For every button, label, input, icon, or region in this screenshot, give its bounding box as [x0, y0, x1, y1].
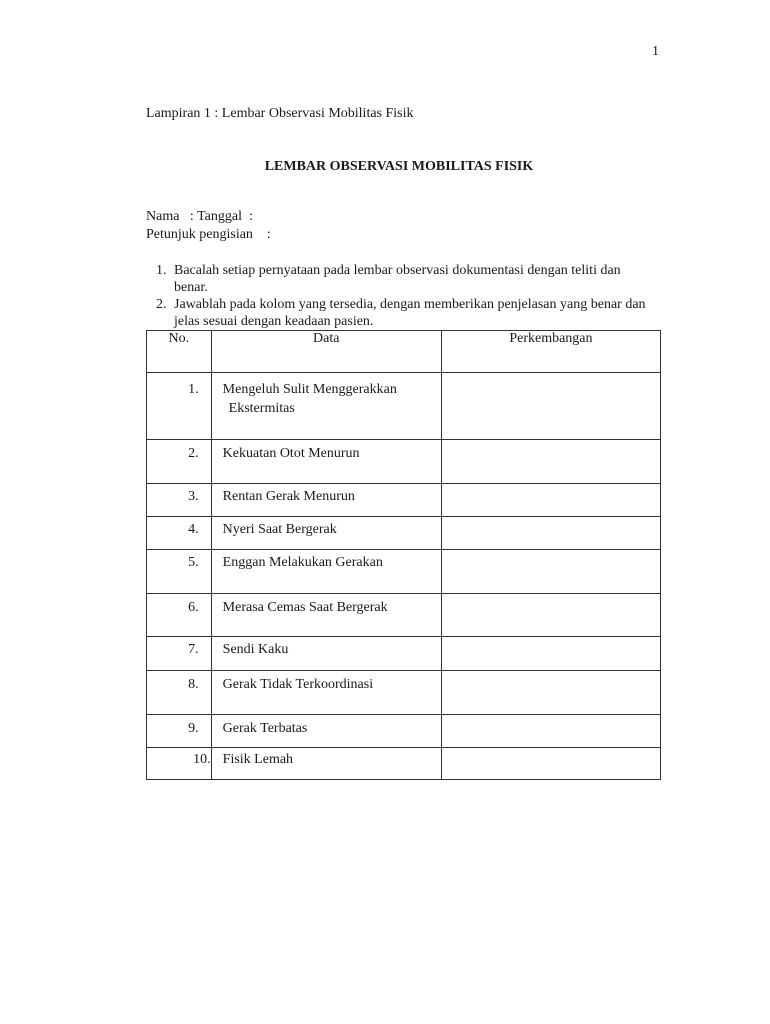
row-data: Gerak Tidak Terkoordinasi — [211, 671, 441, 715]
row-number: 4. — [147, 517, 212, 550]
row-data: Merasa Cemas Saat Bergerak — [211, 594, 441, 637]
row-number: 9. — [147, 715, 212, 748]
row-data-text: Mengeluh Sulit Menggerakkan — [222, 382, 397, 397]
row-data: Nyeri Saat Bergerak — [211, 517, 441, 550]
petunjuk-pengisian-field: Petunjuk pengisian : — [146, 227, 271, 242]
row-number: 2. — [147, 440, 212, 484]
table-row — [147, 373, 661, 440]
row-number: 8. — [147, 671, 212, 715]
table-row — [147, 594, 661, 637]
row-perkembangan[interactable] — [441, 715, 660, 748]
table-row — [147, 748, 661, 780]
row-data — [211, 373, 441, 440]
header-data: Data — [211, 331, 441, 373]
row-number: 7. — [147, 637, 212, 671]
table-row — [147, 637, 661, 671]
instruction-text: Jawablah pada kolom yang tersedia, dengan memberikan penjelasan yang benar dan jelas sesuai dengan keadaan pasien. — [174, 297, 646, 329]
row-perkembangan[interactable] — [441, 594, 660, 637]
table-row — [147, 715, 661, 748]
row-number: 1. — [147, 373, 212, 440]
row-data: Gerak Terbatas — [211, 715, 441, 748]
row-data: Fisik Lemah — [211, 748, 441, 780]
table-row — [147, 484, 661, 517]
row-perkembangan[interactable] — [441, 440, 660, 484]
instruction-item — [156, 296, 656, 330]
row-data-text-continued: Ekstermitas — [228, 401, 295, 416]
table-row — [147, 517, 661, 550]
row-perkembangan[interactable] — [441, 748, 660, 780]
instruction-number: 1. — [156, 263, 167, 278]
document-title: LEMBAR OBSERVASI MOBILITAS FISIK — [264, 159, 534, 174]
page-number: 1 — [652, 44, 659, 59]
appendix-label: Lampiran 1 : Lembar Observasi Mobilitas Fisik — [146, 106, 414, 121]
table-header-row — [147, 331, 661, 373]
table-row — [147, 671, 661, 715]
row-data: Enggan Melakukan Gerakan — [211, 550, 441, 594]
header-no: No. — [147, 331, 212, 373]
row-number: 6. — [147, 594, 212, 637]
instruction-text: Bacalah setiap pernyataan pada lembar observasi dokumentasi dengan teliti dan benar. — [174, 263, 621, 295]
table-row — [147, 550, 661, 594]
row-perkembangan[interactable] — [441, 484, 660, 517]
row-perkembangan[interactable] — [441, 637, 660, 671]
row-perkembangan[interactable] — [441, 517, 660, 550]
instruction-list — [156, 262, 656, 330]
row-perkembangan[interactable] — [441, 671, 660, 715]
row-perkembangan[interactable] — [441, 373, 660, 440]
row-number: 10. — [147, 748, 212, 780]
instruction-number: 2. — [156, 297, 167, 312]
row-data: Kekuatan Otot Menurun — [211, 440, 441, 484]
row-data: Rentan Gerak Menurun — [211, 484, 441, 517]
nama-tanggal-field: Nama : Tanggal : — [146, 209, 253, 224]
table-row — [147, 440, 661, 484]
row-perkembangan[interactable] — [441, 550, 660, 594]
observation-table — [146, 330, 661, 780]
row-number: 5. — [147, 550, 212, 594]
row-data: Sendi Kaku — [211, 637, 441, 671]
instruction-item — [156, 262, 656, 296]
header-perkembangan: Perkembangan — [441, 331, 660, 373]
row-number: 3. — [147, 484, 212, 517]
